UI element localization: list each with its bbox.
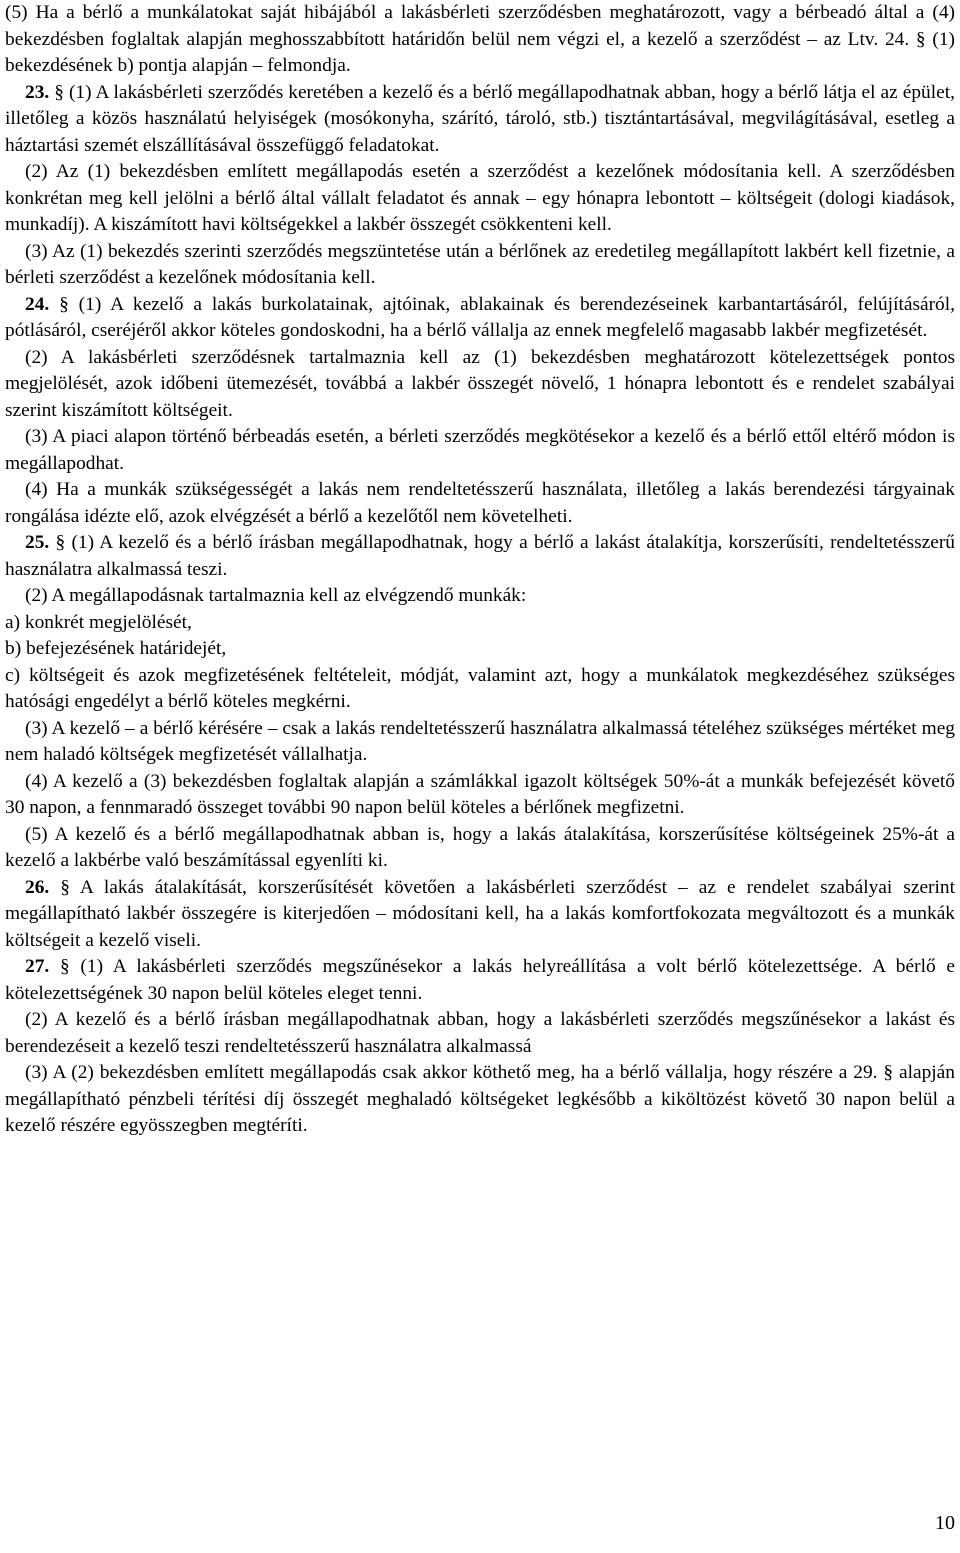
section-number: 26. (25, 876, 50, 898)
section-text: § (1) A lakásbérleti szerződés keretében a kezelő és a bérlő megállapodhatnak abban, hogy a bérlő látja el az épület, illetőleg a közös használatú helyiségek (mosókonyha, szárító, tároló, stb.) tisztántartásával, megvilágításával, esetleg a háztartási szemét elszállításával összefüggő feladatokat. (5, 81, 955, 156)
paragraph: (3) A kezelő ‒ a bérlő kérésére ‒ csak a lakás rendeltetésszerű használatra alkalmassá tételéhez szükséges mértéket meg nem haladó költségek megfizetését vállalhatja. (5, 717, 955, 765)
page-number: 10 (935, 1512, 955, 1534)
section-text: § (1) A kezelő és a bérlő írásban megállapodhatnak, hogy a bérlő a lakást átalakítja, korszerűsíti, rendeltetésszerű használatra alkalmassá teszi. (5, 532, 955, 580)
list-item: a) konkrét megjelölését, (5, 611, 192, 633)
section-number: 27. (25, 956, 50, 977)
paragraph: (3) A piaci alapon történő bérbeadás esetén, a bérleti szerződés megkötésekor a kezelő és a bérlő ettől eltérő módon is megállapodhat. (5, 426, 955, 474)
section-text: § A lakás átalakítását, korszerűsítését követően a lakásbérleti szerződést ‒ az e rendelet szabályai szerint megállapítható lakbér összegére is kiterjedően ‒ módosítani kell, ha a lakás komfortfokozata megváltozott és a munkák költségeit a kezelő viseli. (5, 876, 955, 951)
section-paragraph (5, 875, 955, 955)
paragraph: (3) A (2) bekezdésben említett megállapodás csak akkor köthető meg, ha a bérlő vállalja, hogy részére a 29. § alapján megállapítható pénzbeli térítési díj összegét meghaladó költségeket legkésőbb a kiköltözést követő 30 napon belül a kezelő részére egyösszegben megtéríti. (5, 1062, 955, 1136)
section-number: 23. (25, 81, 50, 103)
paragraph: (2) A lakásbérleti szerződésnek tartalmaznia kell az (1) bekezdésben meghatározott kötelezettségek pontos megjelölését, azok időbeni ütemezését, továbbá a lakbér összegét növelő, 1 hónapra lebontott és e rendelet szabályai szerint kiszámított költségeit. (5, 346, 955, 421)
section-paragraph (5, 530, 955, 583)
list-item: c) költségeit és azok megfizetésének feltételeit, módját, valamint azt, hogy a munkálatok megkezdéséhez szükséges hatósági engedélyt a bérlő köteles megkérni. (5, 664, 955, 712)
section-text: § (1) A lakásbérleti szerződés megszűnésekor a lakás helyreállítása a volt bérlő kötelezettsége. A bérlő e kötelezettségének 30 napon belül köteles eleget tenni. (5, 956, 955, 1004)
section-paragraph (5, 292, 955, 345)
paragraph: (2) Az (1) bekezdésben említett megállapodás esetén a szerződést a kezelőnek módosítania kell. A szerződésben konkrétan meg kell jelölni a bérlő által vállalt feladatot és annak ‒ egy hónapra lebontott ‒ költségeit (dologi kiadások, munkadíj). A kiszámított havi költségekkel a lakbér összegét csökkenteni kell. (5, 161, 955, 235)
paragraph: (4) Ha a munkák szükségességét a lakás nem rendeltetésszerű használata, illetőleg a lakás berendezési tárgyainak rongálása idézte elő, azok elvégzését a bérlő a kezelőtől nem követelheti. (5, 479, 955, 527)
paragraph: (5) A kezelő és a bérlő megállapodhatnak abban is, hogy a lakás átalakítása, korszerűsítése költségeinek 25%-át a kezelő a lakbérbe való beszámítással egyenlíti ki. (5, 823, 955, 871)
paragraph: (2) A megállapodásnak tartalmaznia kell az elvégzendő munkák: (25, 585, 527, 606)
paragraph: (3) Az (1) bekezdés szerinti szerződés megszüntetése után a bérlőnek az eredetileg megállapított lakbért kell fizetnie, a bérleti szerződést a kezelőnek módosítania kell. (5, 240, 955, 288)
document-body (5, 0, 955, 1140)
section-paragraph (5, 80, 955, 160)
paragraph: (5) Ha a bérlő a munkálatokat saját hibájából a lakásbérleti szerződésben meghatározott, vagy a bérbeadó által a (4) bekezdésben foglaltak alapján meghosszabbított határidőn belül nem végzi el, a kezelő a szerződést ‒ az Ltv. 24. § (1) bekezdésének b) pontja alapján ‒ felmondja. (5, 2, 955, 76)
section-number: 24. (25, 293, 50, 315)
section-number: 25. (25, 532, 50, 553)
paragraph: (2) A kezelő és a bérlő írásban megállapodhatnak abban, hogy a lakásbérleti szerződés megszűnésekor a lakást és berendezéseit a kezelő teszi rendeltetésszerű használatra alkalmassá (5, 1009, 955, 1057)
paragraph: (4) A kezelő a (3) bekezdésben foglaltak alapján a számlákkal igazolt költségek 50%-át a munkák befejezését követő 30 napon, a fennmaradó összeget további 90 napon belül köteles a bérlőnek megfizetni. (5, 770, 955, 818)
section-paragraph (5, 954, 955, 1007)
section-text: § (1) A kezelő a lakás burkolatainak, ajtóinak, ablakainak és berendezéseinek karbantartásáról, felújításáról, pótlásáról, cseréjéről akkor köteles gondoskodni, ha a bérlő vállalja az ennek megfelelő magasabb lakbér megfizetését. (5, 293, 955, 341)
list-item: b) befejezésének határidejét, (5, 638, 227, 659)
